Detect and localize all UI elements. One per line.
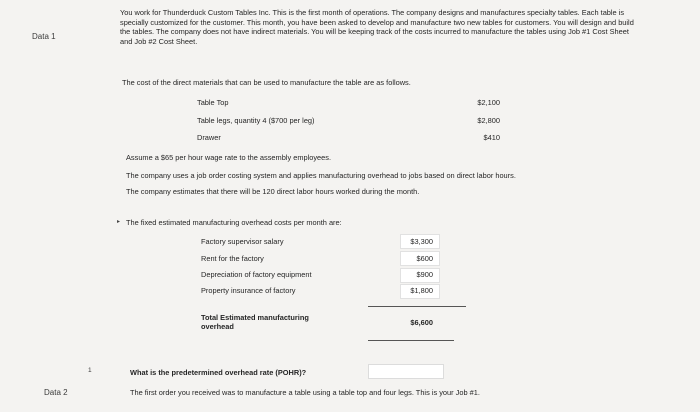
overhead-item-label: Rent for the factory — [201, 254, 264, 263]
assumption-text: Assume a $65 per hour wage rate to the assembly employees. — [126, 153, 331, 162]
total-overhead-value: $6,600 — [410, 318, 433, 327]
intro-paragraph: You work for Thunderduck Custom Tables Inc. This is the first month of operations. The company designs and manufactures specialty tables. Each table is specially customized for the customer. This month, you have been asked to develop and manufacture two new tables for customers. You will design and build the tables. The company does not have indirect materials. You will be keeping track of the costs incurred to manufacture the tables using Job #1 Cost Sheet and Job #2 Cost Sheet. — [120, 8, 634, 46]
dm-item-value: $2,100 — [477, 98, 500, 107]
overhead-item-value: $1,800 — [410, 286, 433, 295]
pohr-answer-input[interactable] — [368, 364, 444, 379]
dm-item-label: Table Top — [197, 98, 229, 107]
dm-item-value: $410 — [483, 133, 500, 142]
data2-text: The first order you received was to manufacture a table using a table top and four legs. This is your Job #1. — [130, 388, 480, 397]
overhead-heading: The fixed estimated manufacturing overhead costs per month are: — [126, 218, 342, 227]
overhead-item-label: Factory supervisor salary — [201, 237, 284, 246]
total-overhead-label: overhead — [201, 322, 234, 331]
row-number: 1 — [88, 367, 92, 374]
overhead-item-label: Depreciation of factory equipment — [201, 270, 312, 279]
total-overhead-label: Total Estimated manufacturing — [201, 313, 309, 322]
dm-item-value: $2,800 — [477, 116, 500, 125]
dm-item-label: Table legs, quantity 4 ($700 per leg) — [197, 116, 315, 125]
overhead-item-value: $900 — [416, 270, 433, 279]
dm-item-label: Drawer — [197, 133, 221, 142]
assumption-text: The company estimates that there will be 120 direct labor hours worked during the month. — [126, 187, 420, 196]
assumption-text: The company uses a job order costing system and applies manufacturing overhead to jobs based on direct labor hours. — [126, 171, 516, 180]
overhead-item-value: $3,300 — [410, 237, 433, 246]
pohr-question: What is the predetermined overhead rate (POHR)? — [130, 368, 307, 377]
subtotal-rule — [368, 306, 466, 307]
row-label-data1: Data 1 — [32, 32, 56, 41]
row-label-data2: Data 2 — [44, 388, 68, 397]
total-rule — [368, 340, 454, 341]
overhead-item-value: $600 — [416, 254, 433, 263]
direct-materials-heading: The cost of the direct materials that can be used to manufacture the table are as follows. — [122, 78, 411, 87]
cell-comment-marker-icon: ▸ — [117, 219, 121, 225]
overhead-item-label: Property insurance of factory — [201, 286, 296, 295]
